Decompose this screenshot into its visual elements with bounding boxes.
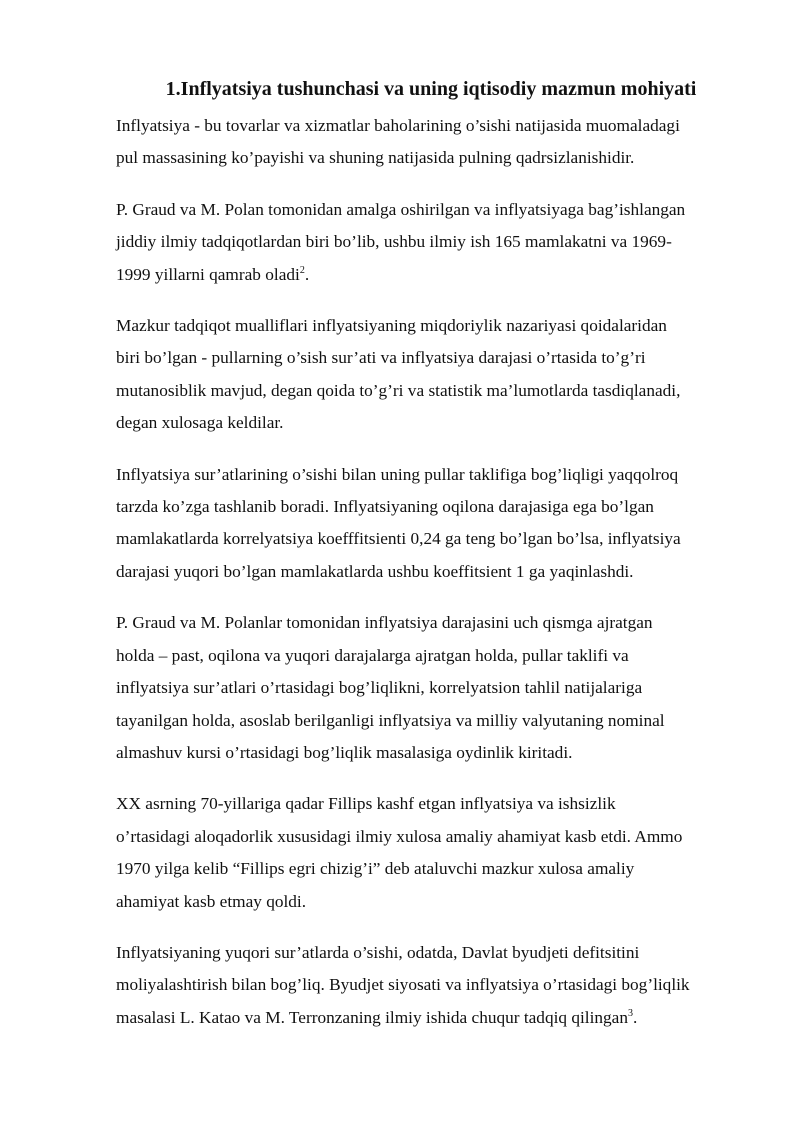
- text-line: Mazkur tadqiqot mualliflari inflyatsiyaning miqdoriylik nazariyasi qoidalaridan: [116, 316, 667, 336]
- text-line: almashuv kursi o’rtasidagi bog’liqlik masalasiga oydinlik kiritadi.: [116, 742, 573, 762]
- text-line: holda – past, oqilona va yuqori darajalarga ajratgan holda, pullar taklifi va: [116, 645, 629, 665]
- text-line: inflyatsiya sur’atlari o’rtasidagi bog’liqlikni, korrelyatsion tahlil natijalariga: [116, 678, 643, 698]
- text-line: 1999 yillarni qamrab oladi: [116, 264, 300, 284]
- text-line: biri bo’lgan - pullarning o’sish sur’ati va inflyatsiya darajasi o’rtasida to’g’ri: [116, 348, 646, 368]
- text-line: mamlakatlarda korrelyatsiya koefffitsienti 0,24 ga teng bo’lgan bo’lsa, inflyatsiya: [116, 529, 681, 549]
- text-line: o’rtasidagi aloqadorlik xususidagi ilmiy xulosa amaliy ahamiyat kasb etdi. Ammo: [116, 826, 683, 846]
- text-line: P. Graud va M. Polan tomonidan amalga oshirilgan va inflyatsiyaga bag’ishlangan: [116, 199, 686, 219]
- text-line: Inflyatsiyaning yuqori sur’atlarda o’sishi, odatda, Davlat byudjeti defitsitini: [116, 942, 640, 962]
- footnote-marker: 3: [628, 1007, 633, 1019]
- text-line: pul massasining ko’payishi va shuning natijasida pulning qadrsizlanishidir.: [116, 148, 635, 168]
- text-line: XX asrning 70-yillariga qadar Fillips kashf etgan inflyatsiya va ishsizlik: [116, 794, 616, 814]
- text-line: masalasi L. Katao va M. Terronzaning ilmiy ishida chuqur tadqiq qilingan: [116, 1007, 628, 1027]
- paragraph-graud-polan-study: [116, 194, 742, 291]
- paragraph-definition: [116, 110, 742, 175]
- text-line: mutanosiblik mavjud, degan qoida to’g’ri va statistik ma’lumotlarda tasdiqlanadi,: [116, 380, 681, 400]
- text-line: darajasi yuqori bo’lgan mamlakatlarda ushbu koeffitsient 1 ga yaqinlashdi.: [116, 561, 634, 581]
- text-line-with-footnote: [116, 259, 742, 291]
- paragraph-phillips-curve: [116, 788, 742, 918]
- document-body: [116, 110, 742, 1053]
- text-line: tayanilgan holda, asoslab berilganligi inflyatsiya va milliy valyutaning nominal: [116, 710, 665, 730]
- text-line: tarzda ko’zga tashlanib boradi. Inflyatsiyaning oqilona darajasiga ega bo’lgan: [116, 497, 654, 517]
- paragraph-budget-deficit: [116, 937, 742, 1034]
- paragraph-quantity-theory: [116, 310, 742, 440]
- section-heading: 1.Inflyatsiya tushunchasi va uning iqtisodiy mazmun mohiyati: [165, 78, 697, 100]
- text-line: 1970 yilga kelib “Fillips egri chizig’i” deb ataluvchi mazkur xulosa amaliy: [116, 859, 635, 879]
- text-line-with-footnote: [116, 1002, 742, 1034]
- text-line: Inflyatsiya - bu tovarlar va xizmatlar baholarining o’sishi natijasida muomaladagi: [116, 116, 680, 135]
- footnote-marker: 2: [299, 264, 305, 276]
- paragraph-correlation: [116, 459, 742, 589]
- sentence-end: .: [304, 264, 310, 284]
- text-line: P. Graud va M. Polanlar tomonidan inflyatsiya darajasini uch qismga ajratgan: [116, 613, 653, 633]
- text-line: degan xulosaga keldilar.: [116, 413, 284, 433]
- sentence-end: .: [633, 1007, 638, 1027]
- text-line: Inflyatsiya sur’atlarining o’sishi bilan uning pullar taklifiga bog’liqligi yaqqolroq: [116, 464, 679, 484]
- paragraph-inflation-levels: [116, 607, 742, 769]
- text-line: jiddiy ilmiy tadqiqotlardan biri bo’lib, ushbu ilmiy ish 165 mamlakatni va 1969-: [116, 232, 672, 252]
- text-line: moliyalashtirish bilan bog’liq. Byudjet siyosati va inflyatsiya o’rtasidagi bog’liqlik: [116, 975, 690, 995]
- text-line: ahamiyat kasb etmay qoldi.: [116, 891, 307, 911]
